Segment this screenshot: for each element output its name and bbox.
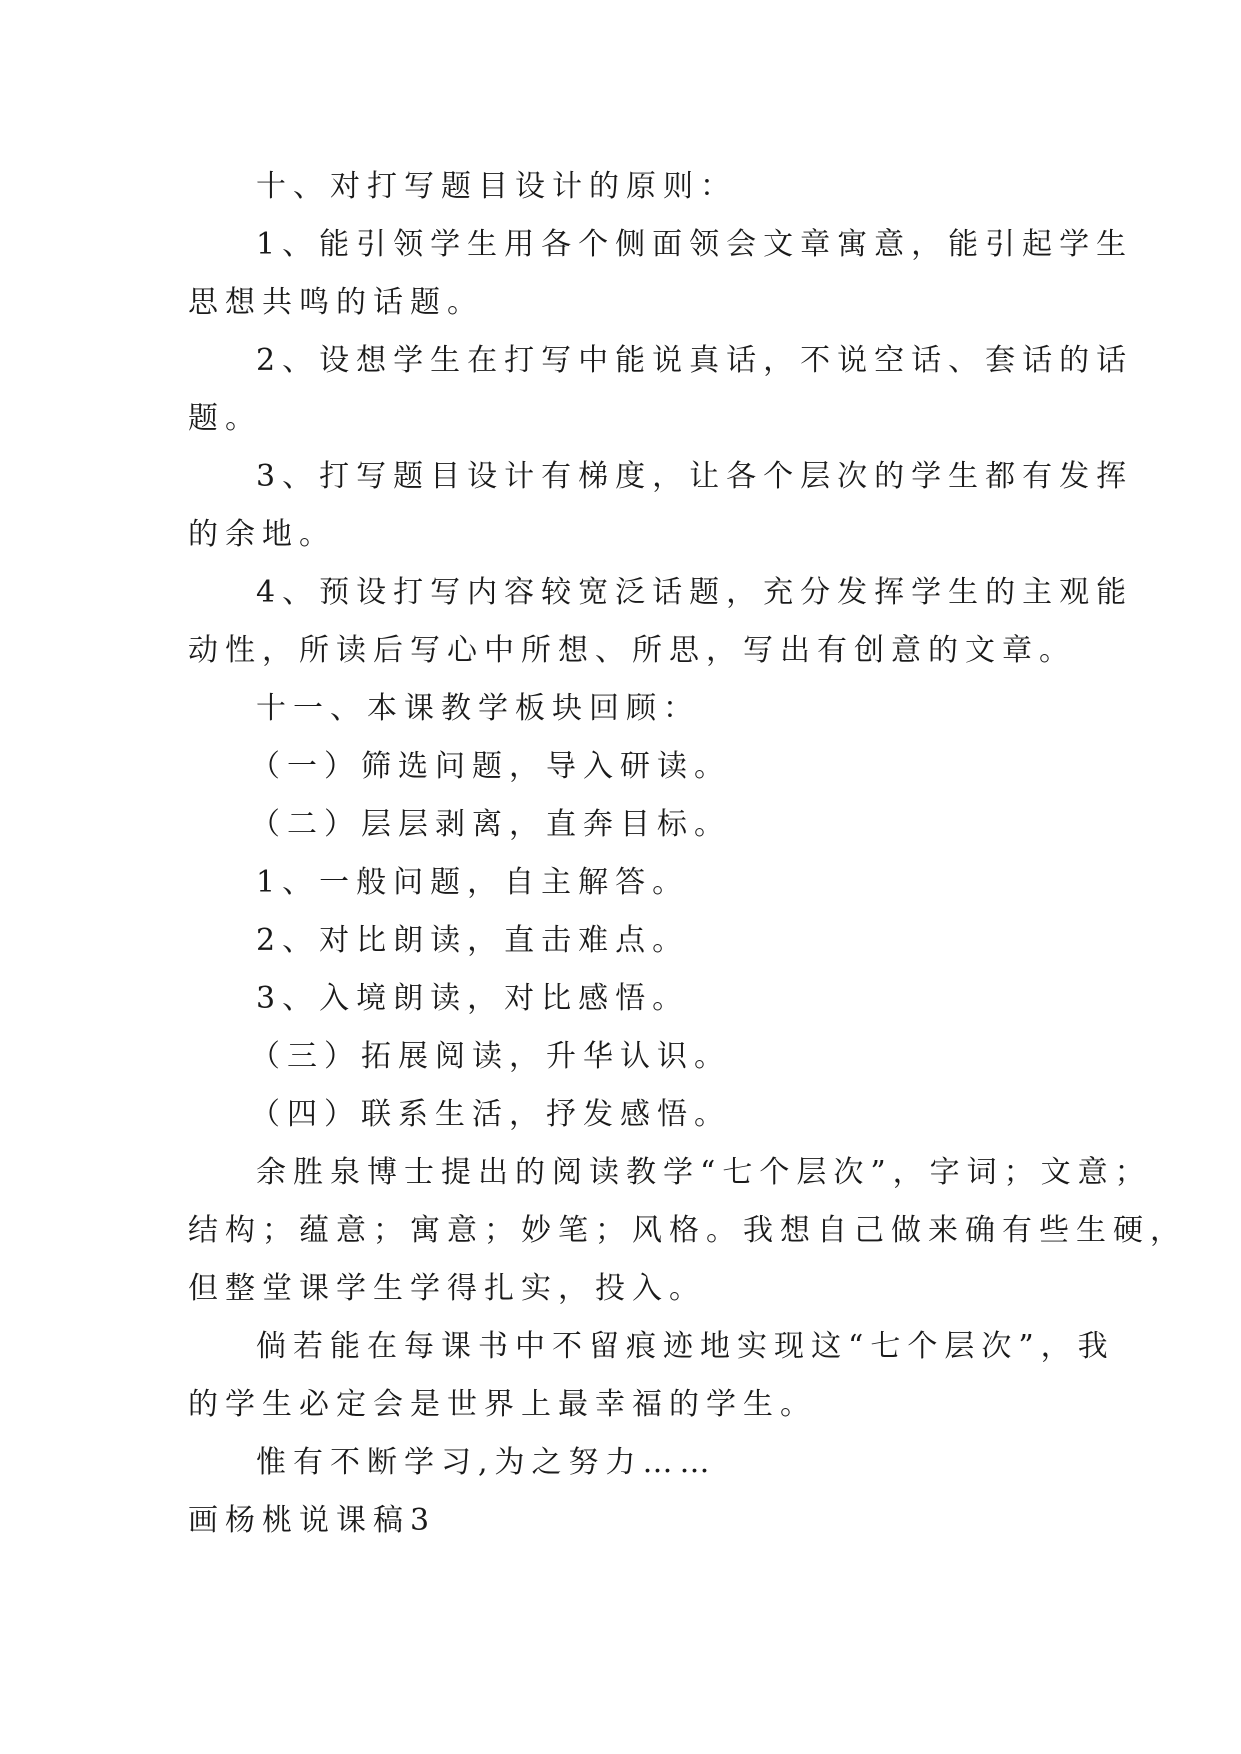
document-title: 画杨桃说课稿3 xyxy=(188,1503,437,1538)
outline-subitem: 1、一般问题，自主解答。 xyxy=(256,865,690,900)
outline-item: （二）层层剥离，直奔目标。 xyxy=(250,807,731,842)
paragraph-line: 思想共鸣的话题。 xyxy=(188,285,484,320)
outline-item: （一）筛选问题，导入研读。 xyxy=(250,749,731,784)
paragraph-line: 倘若能在每课书中不留痕迹地实现这“七个层次”，我 xyxy=(256,1329,1115,1364)
document-body xyxy=(188,158,1187,1550)
paragraph-line: 的余地。 xyxy=(188,517,336,552)
paragraph-line: 惟有不断学习,为之努力…… xyxy=(256,1445,717,1480)
outline-subitem: 3、入境朗读，对比感悟。 xyxy=(256,981,690,1016)
paragraph-line: 但整堂课学生学得扎实，投入。 xyxy=(188,1271,706,1306)
paragraph-line: 2、设想学生在打写中能说真话，不说空话、套话的话 xyxy=(256,343,1134,378)
paragraph-line: 4、预设打写内容较宽泛话题，充分发挥学生的主观能 xyxy=(256,575,1134,610)
paragraph-line: 结构；蕴意；寓意；妙笔；风格。我想自己做来确有些生硬， xyxy=(188,1213,1187,1248)
section-heading: 十、对打写题目设计的原则： xyxy=(256,169,737,204)
outline-subitem: 2、对比朗读，直击难点。 xyxy=(256,923,690,958)
paragraph-line: 题。 xyxy=(188,401,262,436)
paragraph-line: 1、能引领学生用各个侧面领会文章寓意，能引起学生 xyxy=(256,227,1134,262)
outline-item: （三）拓展阅读，升华认识。 xyxy=(250,1039,731,1074)
section-heading: 十一、本课教学板块回顾： xyxy=(256,691,700,726)
paragraph-line: 3、打写题目设计有梯度，让各个层次的学生都有发挥 xyxy=(256,459,1134,494)
outline-item: （四）联系生活，抒发感悟。 xyxy=(250,1097,731,1132)
paragraph-line: 动性，所读后写心中所想、所思，写出有创意的文章。 xyxy=(188,633,1076,668)
paragraph-line: 的学生必定会是世界上最幸福的学生。 xyxy=(188,1387,817,1422)
paragraph-line: 余胜泉博士提出的阅读教学“七个层次”，字词；文意； xyxy=(256,1155,1152,1190)
